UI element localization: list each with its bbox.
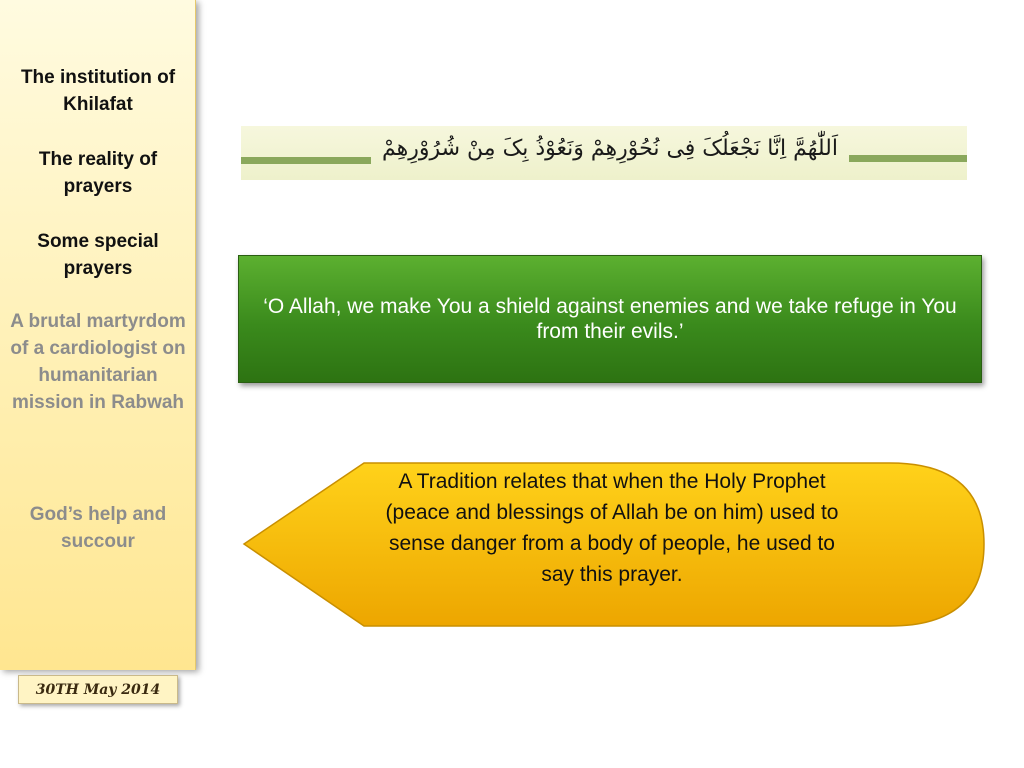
date-badge: 30TH May 2014 bbox=[18, 675, 178, 704]
sidebar-item-reality-of-prayers[interactable]: The reality of prayers bbox=[38, 149, 158, 197]
decorative-line-left bbox=[241, 157, 371, 164]
tradition-text: A Tradition relates that when the Holy Prophet (peace and blessings of Allah be on him) used to sense danger from a body of people, he used to say this prayer. bbox=[385, 470, 839, 586]
sidebar-item-brutal-martyrdom[interactable]: A brutal martyrdom of a cardiologist on humanitarian mission in Rabwah bbox=[10, 311, 186, 413]
sidebar-item-gods-help[interactable]: God’s help and succour bbox=[29, 504, 167, 552]
translation-text: ‘O Allah, we make You a shield against enemies and we take refuge in You from their evils.’ bbox=[263, 295, 957, 343]
arabic-prayer-text: اَللّٰهُمَّ اِنَّا نَجْعَلُکَ فِی نُحُوْرِهِمْ وَنَعُوْذُ بِکَ مِنْ شُرُوْرِهِمْ bbox=[381, 136, 839, 161]
sidebar bbox=[0, 0, 196, 670]
decorative-line-right bbox=[849, 155, 967, 162]
tradition-callout bbox=[240, 460, 988, 630]
translation-box bbox=[238, 255, 982, 383]
sidebar-item-special-prayers[interactable]: Some special prayers bbox=[37, 231, 159, 279]
sidebar-item-institution-of-khilafat[interactable]: The institution of Khilafat bbox=[20, 67, 176, 115]
arabic-prayer-banner bbox=[241, 126, 967, 180]
